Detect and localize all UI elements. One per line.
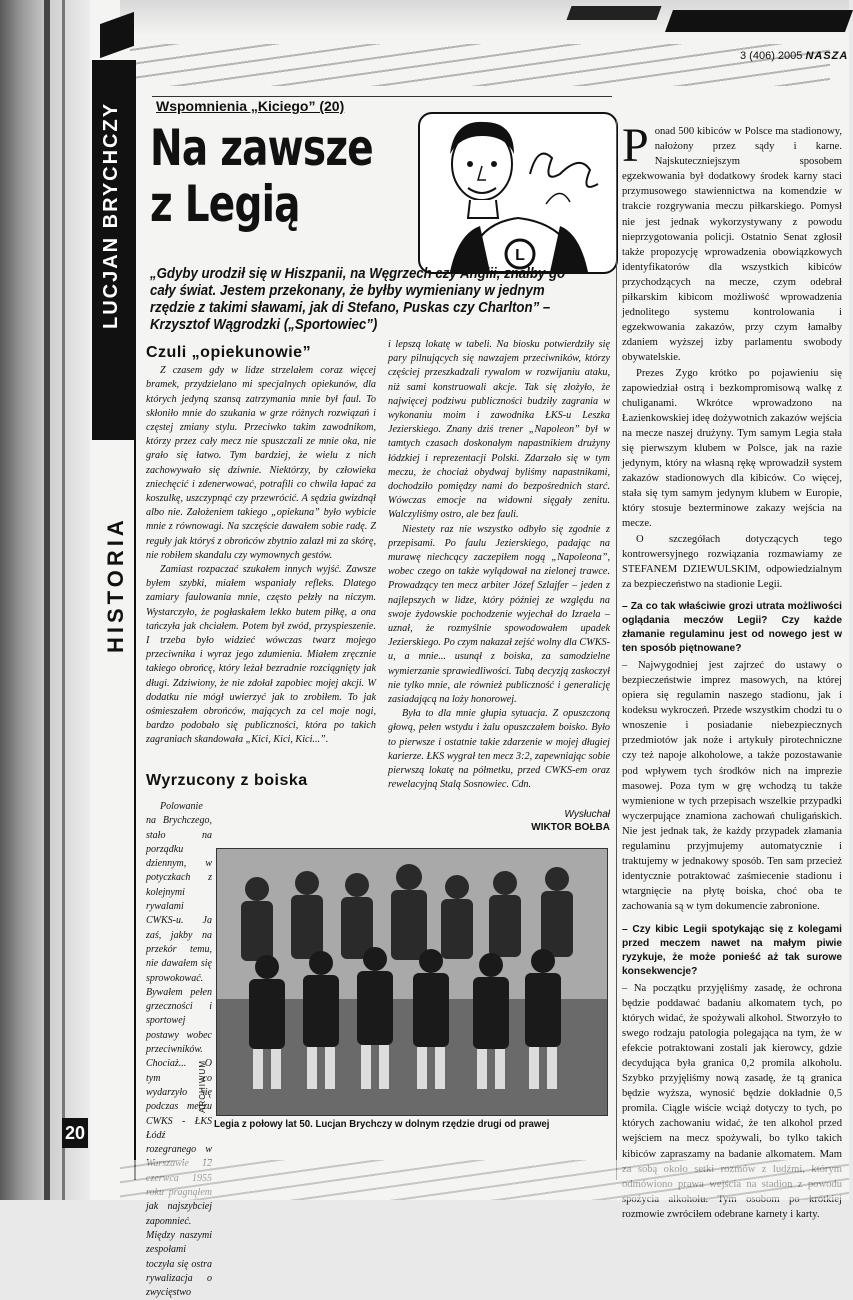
- issue-header: [740, 50, 848, 62]
- binder-stripe-thin: [62, 0, 65, 1200]
- interview-question: – Czy kibic Legii spotykając się z kolegami przed meczem nawet na małym piwie ryzykuje, że może ponieść aż tak surowe konsekwencje?: [622, 923, 842, 977]
- column-divider: [616, 120, 617, 1180]
- headline-line-1: Na zawsze: [150, 119, 373, 177]
- top-black-mark: [665, 10, 853, 32]
- column-3: [622, 119, 842, 1220]
- photo-caption: Legia z połowy lat 50. Lucjan Brychczy w dolnym rzędzie drugi od prawej: [214, 1118, 550, 1130]
- paragraph: i lepszą lokatę w tabeli. Na biosku potwierdziły się pary pilnujących się nawzajem przeciwników, którzy częściej przeszkadzali rywalom w rozwijaniu ataku, niż sami konstruowali akcje. Tak się złożyło, że najwięcej podziwu publiczności budziły zagrania w wykonaniu moim i zawodnika ŁKS-u Leszka Jezierskiego. Znany dziś trener „Napoleon” był w tamtych czasach doskonałym napastnikiem drużyny łódzkiej i reprezentacji Polski. Zdarzało się w tym meczu, że chociaż obydwaj byliśmy napastnikami, dochodziło pomiędzy nami do bezpośrednich starć. Wówczas emocje na widowni sięgały zenitu. Walczyliśmy ostro, ale bez fauli.: [388, 339, 610, 521]
- paragraph: Zamiast rozpaczać szukałem innych wyjść. Zawsze byłem szybki, miałem wspaniały refleks. Dlatego zamiary faulowania mnie, często pełzły na niczym. Wystarczyło, że pogłaskałem lekko butem piłkę, a ona tańczyła jak chciałem. Potem był zwód, przyspieszenie. I trzeba było widzieć wówczas twarz mojego przeciwnika i wyraz jego zdumienia. Miałem zręcznie takiego obrońcę, który leżał bezradnie rozciągnięty jak długi. Zdziwiony, że nie zdołał zapobiec mojej akcji. W dodatku nie mógł uwierzyć jak to zrobiłem. To jak ośmieszałem obrońców, mających za cel moje nogi, bardzo podobało się publiczności, która po takich zagraniach skandowała „Kici, Kici, Kici...”.: [146, 564, 376, 746]
- column-1-narrow: [146, 800, 212, 1300]
- headline: [150, 120, 373, 232]
- interview-answer: – Najwygodniej jest zajrzeć do ustawy o bezpieczeństwie imprez masowych, na której opiera się regulamin naszego stadionu, jak i kodeksu wykroczeń. Przede wszystkim chodzi tu o wnoszenie i posiadanie niebezpiecznych przedmiotów jak noże i artykuły pirotechniczne czy też napoje alkoholowe, a także pozostawanie pod wpływem tych środków nich na imprezie masowej. Poza tym w grę wchodzą tu także wymienione w tych przepisach wszelkie przypadki wyczerpujące znamiona zachowań chuligańskich. Nie jest jednak tak, że każdy przypadek złamania regulaminu przyjmujemy automatycznie i traktujemy w jednakowy sposób. Ten sam przecież identycznie potraktować zaśmiecenie stadionu i wtargnięcie na płytę boiska, choć oba te zachowania są w tym dokumencie zabronione.: [622, 659, 842, 913]
- series-title: Wspomnienia „Kiciego” (20): [156, 98, 345, 114]
- column-1: [146, 340, 376, 748]
- page-number: 20: [62, 1118, 88, 1148]
- paragraph: Z czasem gdy w lidze strzelałem coraz więcej bramek, przydzielano mi specjalnych opiekunów, dla których jedyną szansą zatrzymania mnie był faul. To skłoniło mnie do szukania w grze różnych rozwiązań i częstej zmiany stylu. Przeciwko takim zawodnikom, którzy przez cały mecz nie spuszczali ze mnie oka, nie grało się łatwo. Tym bardziej, że wielu z nich zachowywało się dziwnie. Niektórzy, by człowieka zniechęcić i zdenerwować, potrafili co chwila łapać za koszulkę, uszczypnąć czy przewrócić. A sędzia gwizdnął albo nie. Założeniem takiego „opiekuna” było wybicie mnie z równowagi. Na szczęście dawałem sobie radę. Z reguły jak któryś z obrońców zbytnio zalazł mi za skórę, nie robiłem skandalu czy wymownych gestów.: [146, 365, 376, 561]
- subheading-1: Czuli „opiekunowie”: [146, 344, 312, 361]
- interview-question: – Za co tak właściwie grozi utrata możliwości oglądania meczów Legii? Czy każde złamanie regulaminu jest od nowego jest w ten sposób piętnowane?: [622, 600, 842, 654]
- author-name: WIKTOR BOŁBA: [531, 822, 610, 833]
- team-photo: [216, 848, 608, 1116]
- lead-quote: „Gdyby urodził się w Hiszpanii, na Węgrzech czy Anglii, znałby go cały świat. Jestem przekonany, że byłby wymieniany w jednym rzędzie z takimi sławami, jak di Stefano, Puskas czy Charlton” – Krzysztof Wągrodzki („Sportowiec”): [150, 266, 566, 333]
- signoff-label: Wysłuchał: [564, 809, 610, 820]
- magazine-name: NASZA: [805, 50, 849, 62]
- photo-credit: ARCHIWUM: [198, 1060, 207, 1113]
- binder-stripe: [44, 0, 50, 1200]
- team-photo-image: [217, 849, 607, 1115]
- paragraph-text: onad 500 kibiców w Polsce ma stadionowy, nałożony przez sądy i karne. Najskuteczniejszym sposobem egzekwowania był dodatkowy środek karny staci przymusowego stawiennictwa na komendzie w trakcie rozgrywania meczu piłkarskiego. Pomysł nie jest jednak wykorzystywany z powodu nieprzygotowania policji. Ostatnio Senat zgłosił także propozycję wprowadzenia obowiązkowych identyfikatorów dla wszystkich kibiców przychodzących na mecze, czym odebrał piłkarskim kibicom możliwość wprowadzenia jednolitego systemu kontrolowania i egzekwowania zakazów, przy czym łamałby zdaniem wyższej izby parlamentu swobody obywatelskie.: [622, 126, 842, 364]
- paragraph: [622, 119, 842, 366]
- issue-number: 3 (406) 2005: [740, 50, 803, 62]
- headline-line-2: z Legią: [150, 175, 300, 233]
- paragraph: Polowanie na Brychczego, stało na porządku dziennym, w potyczkach z kolejnymi rywalami CWKS-u. Ja zaś, jakby na przekór temu, nie dawałem się sprowokować. Bywałem pełen grzeczności i sportowej postawy wobec przeciwników. Chociaż... O tym co wydarzyło się podczas meczu CWKS - ŁKS Łódź rozegranego w jak najszybciej zapomnieć. Między naszymi zespołami toczyła się ostra rywalizacja o zwycięstwo: [146, 801, 212, 1299]
- caricature-portrait: [418, 112, 618, 274]
- sidebar-player-name: LUCJAN BRYCHCZY: [100, 101, 122, 329]
- header-rule: [152, 96, 612, 97]
- sidebar-corner-mark: [100, 12, 134, 58]
- bottom-pattern-band: [120, 1160, 849, 1200]
- paragraph: Była to dla mnie głupia sytuacja. Z opuszczoną głową, pełen wstydu i żalu opuszczałem boisko. Było to pierwsze i ostatnie takie zdarzenie w mojej długiej karierze. ŁKS wygrał ten mecz 3:2, zapewniając sobie pierwszą lokatę na półmetku, przed CWKS-em oraz rewelacyjną Stalą Sosnowiec. Cdn.: [388, 708, 610, 791]
- paragraph: O szczegółach dotyczących tego kontrowersyjnego rozwiązania rozmawiamy ze STEFANEM DZIEWULSKIM, odpowiedzialnym za bezpieczeństwo na stadionie Legii.: [622, 533, 842, 590]
- column-2: [388, 338, 610, 793]
- diagonal-pattern-band: [130, 44, 830, 86]
- drop-cap: P: [622, 119, 649, 172]
- paragraph: Prezes Zygo krótko po pojawieniu się zapowiedział ostrą i bezkompromisową walkę z chuliganami. Wkrótce wprowadzono na Łazienkowskiej ideę dożywotnich zakazów wejścia na mecze naszej drużyny. Tym samym Legia stała się pierwszym klubem w Polsce, jak na razie jedynym, który na własną rękę wprowadził system zakazów stadionowych dla kibiców. Co więcej, stała się tym samym jedynym klubem w Europie, który stosuje bezterminowe zakazy wejścia na mecze.: [622, 367, 842, 530]
- author-signoff: [500, 808, 610, 834]
- subheading-2: Wyrzucony z boiska: [146, 772, 308, 789]
- svg-text:L: L: [515, 247, 525, 264]
- paragraph: Niestety raz nie wszystko odbyło się zgodnie z przepisami. Po faulu Jezierskiego, padając na murawę niechcący zaczepiłem nogą „Napoleona”, wobec czego on także wylądował na zielonej trawce. Prowadzący ten mecz arbiter Józef Szlajfer – jeden z najlepszych w lidze, który później ze względu na swoje żydowskie pochodzenie wyjechał do Izraela – uznał, że rozmyślnie spowodowałem upadek Jezierskiego. Po czym nakazał zejść wolny dla CWKS-u, a mnie... usunął z boiska, za samodzielne wymierzanie sprawiedliwości. Tabą decyzją zaskoczył nie tylko mnie, ale również publiczność i generalicję zasiadającą na loży honorowej.: [388, 523, 610, 706]
- caricature-drawing: [420, 114, 616, 272]
- top-black-mark-small: [566, 6, 661, 20]
- column-1-lower: [146, 768, 376, 792]
- sidebar-section-label: HISTORIA: [103, 516, 128, 654]
- interview-answer: – Na początku przyjęliśmy zasadę, że ochrona będzie poddawać badaniu alkomatem tych, po których widać, że spożywali alkohol. Stworzyło to swego rodzaju patologia polegająca na tym, że w efekcie potraktowani zostali jak kierowcy, gdzie decydująca była granica 0,2 promila alkoholu. Szybko przyjęliśmy nową zasadę, że tą granica będzie wyższa, wynosić będzie dokładnie 0,5 promila. Ciągle wiście wciąż dotyczy to tych, po których zachowaniu widać, że ten alkohol przed wejściem na mecz spożywali, bo tylko takich kibiców zapraszamy na badanie alkomatem. Mam rozmowie zwróciłem odebrane karnety i karty.: [622, 982, 842, 1220]
